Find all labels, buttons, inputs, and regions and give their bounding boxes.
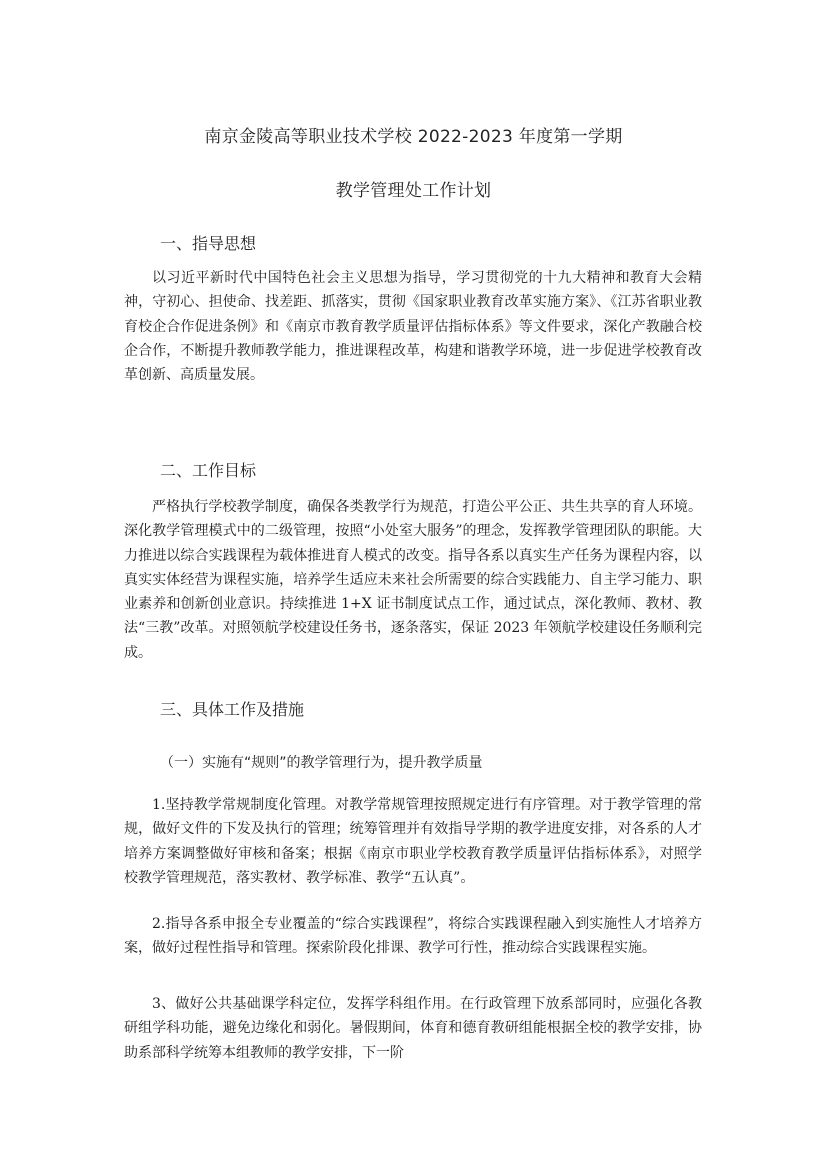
section-heading-work-goals: 二、工作目标 — [160, 461, 257, 480]
section-heading-guiding-thought: 一、指导思想 — [160, 234, 257, 253]
section-paragraph-work-goals: 严格执行学校教学制度，确保各类教学行为规范，打造公平公正、共生共享的育人环境。深化教学管理模式中的二级管理，按照“小处室大服务”的理念，发挥教学管理团队的职能。大力推进以综合实践课程为载体推进育人模式的改变。指导各系以真实生产任务为课程内容，以真实实体经营为课程实施，培养学生适应未来社会所需要的综合实践能力、自主学习能力、职业素养和创新创业意识。持续推进 1+X 证书制度试点工作，通过试点，深化教师、教材、教法“三教”改革。对照领航学校建设任务书，逐条落实，保证 2023 年领航学校建设任务顺利完成。 — [124, 499, 702, 661]
document-title: 南京金陵高等职业技术学校 2022-2023 年度第一学期 — [204, 127, 623, 147]
section-paragraph-guiding-thought: 以习近平新时代中国特色社会主义思想为指导，学习贯彻党的十九大精神和教育大会精神，守初心、担使命、找差距、抓落实，贯彻《国家职业教育改革实施方案》、《江苏省职业教育校企合作促进条例》和《南京市教育教学质量评估指标体系》等文件要求，深化产教融合校企合作，不断提升教师教学能力，推进课程改革，构建和谐教学环境，进一步促进学校教育改革创新、高质量发展。 — [124, 270, 702, 384]
subsection-heading-rules: （一）实施有“规则”的教学管理行为，提升教学质量 — [160, 755, 483, 771]
measure-item-2: 2.指导各系申报全专业覆盖的“综合实践课程”，将综合实践课程融入到实施性人才培养方案，做好过程性指导和管理。探索阶段化排课、教学可行性，推动综合实践课程实施。 — [124, 916, 702, 957]
document-subtitle: 教学管理处工作计划 — [335, 181, 492, 201]
section-heading-measures: 三、具体工作及措施 — [160, 700, 305, 719]
measure-item-1: 1.坚持教学常规制度化管理。对教学常规管理按照规定进行有序管理。对于教学管理的常规，做好文件的下发及执行的管理；统筹管理并有效指导学期的教学进度安排，对各系的人才培养方案调整做好审核和备案；根据《南京市职业学校教育教学质量评估指标体系》，对照学校教学管理规范，落实教材、教学标准、教学“五认真”。 — [124, 797, 702, 886]
measure-item-3: 3、做好公共基础课学科定位，发挥学科组作用。在行政管理下放系部同时，应强化各教研组学科功能，避免边缘化和弱化。暑假期间，体育和德育教研组能根据全校的教学安排，协助系部科学统筹本组教师的教学安排，下一阶 — [124, 996, 702, 1061]
